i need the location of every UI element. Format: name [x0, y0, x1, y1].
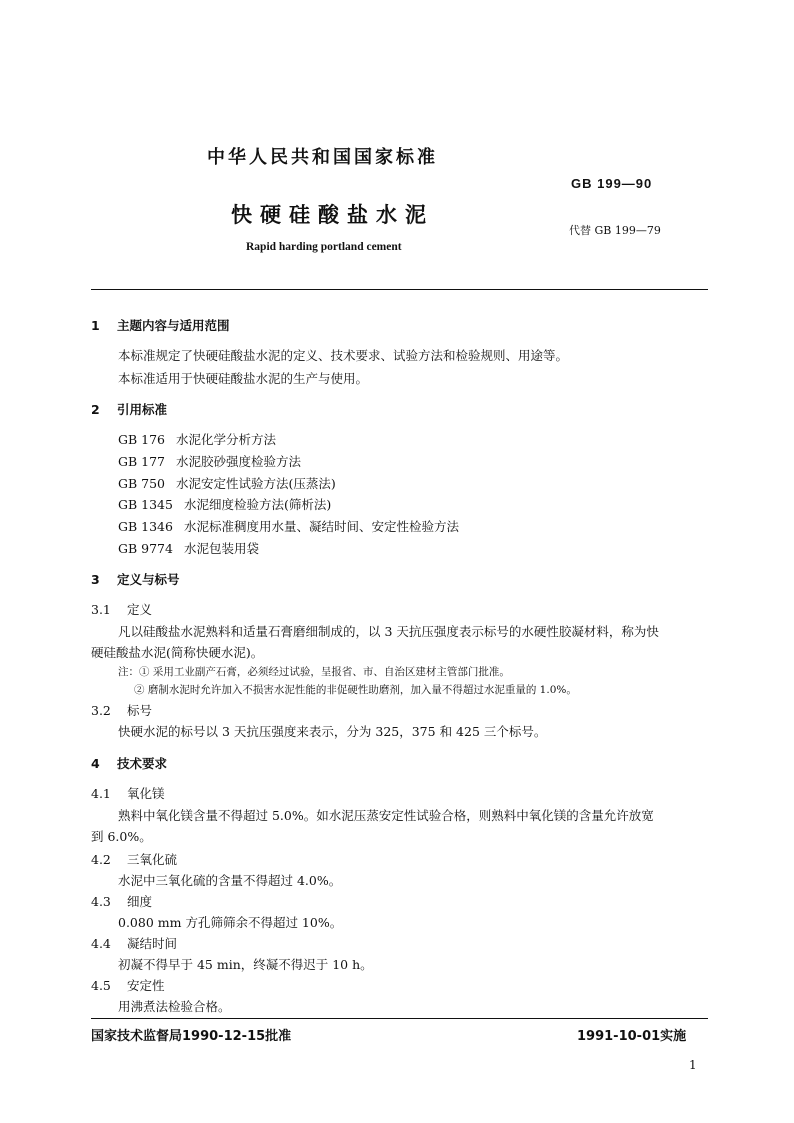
document-title-en: Rapid harding portland cement [246, 241, 402, 253]
subsection-number: 3.2 [91, 703, 111, 718]
subsection-number: 4.3 [91, 894, 111, 909]
note: ② 磨制水泥时允许加入不损害水泥性能的非促硬性助磨剂，加入量不得超过水泥重量的 1.0%。 [134, 684, 577, 696]
standard-number: GB 199—90 [571, 176, 653, 191]
reference-name: 水泥细度检验方法(筛析法) [184, 497, 332, 512]
subsection-4-3-heading [91, 892, 152, 910]
national-standard-heading: 中华人民共和国国家标准 [207, 147, 438, 168]
subsection-4-1-heading [91, 784, 165, 802]
subsection-title: 三氧化硫 [127, 852, 178, 867]
subsection-number: 4.1 [91, 786, 111, 801]
footer-divider [91, 1018, 708, 1019]
paragraph: 快硬水泥的标号以 3 天抗压强度来表示，分为 325，375 和 425 三个标号。 [118, 724, 547, 739]
page-number: 1 [689, 1058, 697, 1072]
approval-statement: 国家技术监督局1990-12-15批准 [91, 1029, 292, 1044]
section-2-heading [91, 400, 167, 418]
section-title: 主题内容与适用范围 [117, 318, 230, 333]
reference-item [118, 430, 276, 448]
note: 注：① 采用工业副产石膏，必须经过试验，呈报省、市、自治区建材主管部门批准。 [118, 666, 510, 678]
reference-name: 水泥化学分析方法 [176, 432, 277, 447]
subsection-title: 氧化镁 [127, 786, 165, 801]
reference-code: GB 1346 [118, 519, 173, 534]
paragraph: 用沸煮法检验合格。 [118, 999, 231, 1014]
subsection-title: 安定性 [127, 978, 165, 993]
section-number: 2 [91, 402, 100, 417]
paragraph: 初凝不得早于 45 min，终凝不得迟于 10 h。 [118, 957, 373, 972]
paragraph: 硬硅酸盐水泥(简称快硬水泥)。 [91, 645, 264, 660]
paragraph: 水泥中三氧化硫的含量不得超过 4.0%。 [118, 873, 342, 888]
reference-item [118, 452, 301, 470]
section-3-heading [91, 570, 180, 588]
reference-item [118, 517, 459, 535]
section-title: 定义与标号 [117, 572, 180, 587]
section-title: 引用标准 [117, 402, 168, 417]
section-number: 4 [91, 756, 100, 771]
subsection-title: 定义 [127, 602, 153, 617]
subsection-title: 标号 [127, 703, 153, 718]
subsection-3-2-heading [91, 701, 152, 719]
reference-name: 水泥胶砂强度检验方法 [176, 454, 302, 469]
paragraph: 凡以硅酸盐水泥熟料和适量石膏磨细制成的，以 3 天抗压强度表示标号的水硬性胶凝材料，称为快 [118, 624, 659, 639]
section-title: 技术要求 [117, 756, 168, 771]
subsection-number: 3.1 [91, 602, 111, 617]
subsection-3-1-heading [91, 600, 152, 618]
subsection-number: 4.2 [91, 852, 111, 867]
section-1-heading [91, 316, 230, 334]
reference-name: 水泥标准稠度用水量、凝结时间、安定性检验方法 [184, 519, 460, 534]
paragraph: 本标准适用于快硬硅酸盐水泥的生产与使用。 [118, 371, 369, 386]
subsection-number: 4.4 [91, 936, 111, 951]
reference-item [118, 539, 259, 557]
section-number: 3 [91, 572, 100, 587]
reference-name: 水泥包装用袋 [184, 541, 260, 556]
subsection-number: 4.5 [91, 978, 111, 993]
header-divider [91, 289, 708, 290]
reference-item [118, 495, 331, 513]
reference-code: GB 9774 [118, 541, 173, 556]
reference-code: GB 177 [118, 454, 166, 469]
reference-code: GB 750 [118, 476, 166, 491]
paragraph: 到 6.0%。 [91, 829, 152, 844]
subsection-4-5-heading [91, 976, 165, 994]
effective-date: 1991-10-01实施 [577, 1029, 687, 1044]
reference-code: GB 1345 [118, 497, 173, 512]
replaces-standard: 代替 GB 199—79 [569, 224, 661, 237]
reference-item [118, 474, 336, 492]
section-4-heading [91, 754, 167, 772]
subsection-4-2-heading [91, 850, 177, 868]
paragraph: 本标准规定了快硬硅酸盐水泥的定义、技术要求、试验方法和检验规则、用途等。 [118, 348, 569, 363]
reference-code: GB 176 [118, 432, 166, 447]
reference-name: 水泥安定性试验方法(压蒸法) [176, 476, 336, 491]
subsection-title: 细度 [127, 894, 153, 909]
paragraph: 熟料中氧化镁含量不得超过 5.0%。如水泥压蒸安定性试验合格，则熟料中氧化镁的含量允许放宽 [118, 808, 654, 823]
subsection-title: 凝结时间 [127, 936, 178, 951]
paragraph: 0.080 mm 方孔筛筛余不得超过 10%。 [118, 915, 343, 930]
subsection-4-4-heading [91, 934, 177, 952]
section-number: 1 [91, 318, 100, 333]
document-title-cn: 快硬硅酸盐水泥 [231, 203, 434, 227]
